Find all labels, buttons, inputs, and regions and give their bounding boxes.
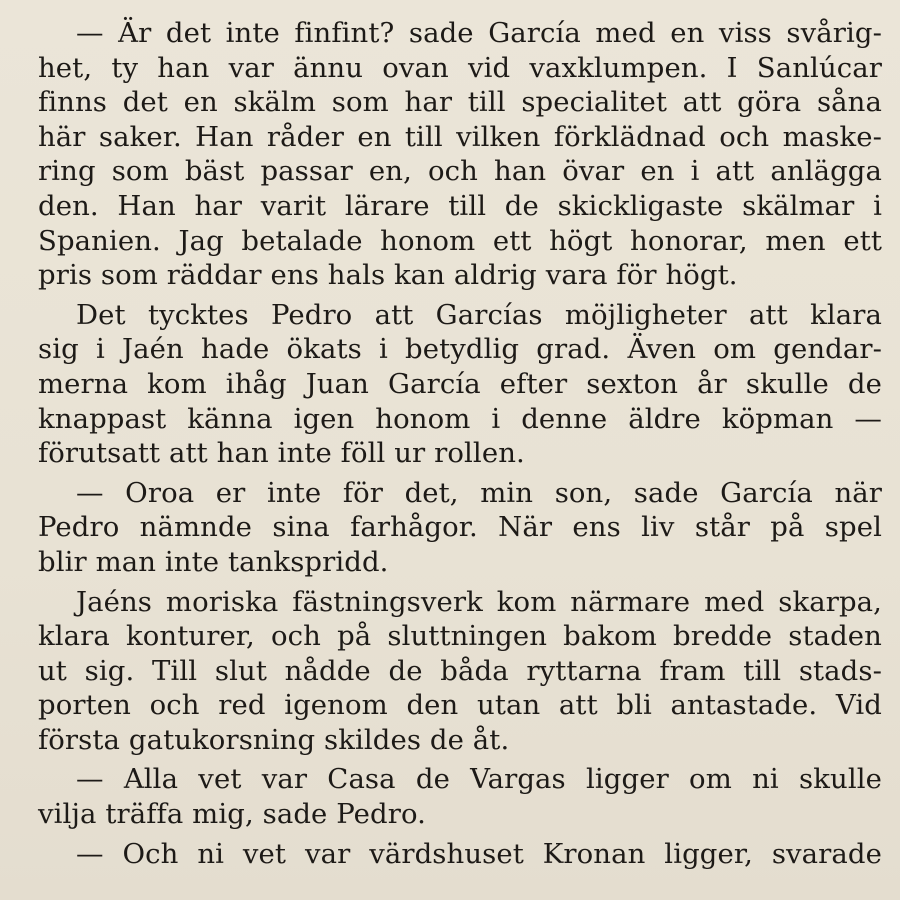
text-line: blir man inte tankspridd. [38, 545, 389, 578]
paragraph [38, 16, 882, 293]
paragraph [38, 298, 882, 471]
text-line: förutsatt att han inte föll ur rollen. [38, 437, 525, 470]
text-line: klara konturer, och på sluttningen bakom bredde staden [38, 620, 882, 653]
text-line: den. Han har varit lärare till de skickligaste skälmar i [38, 189, 882, 222]
paragraph [38, 762, 882, 831]
text-line: porten och red igenom den utan att bli antastade. Vid [38, 689, 882, 722]
text-line: Det tycktes Pedro att Garcías möjligheter att klara [76, 298, 882, 331]
text-line: — Och ni vet var värdshuset Kronan ligger, svarade [76, 837, 882, 870]
text-line: — Är det inte finfint? sade García med en viss svårig- [76, 17, 882, 49]
text-line: Spanien. Jag betalade honom ett högt honorar, men ett [38, 224, 882, 257]
text-line: merna kom ihåg Juan García efter sexton år skulle de [38, 367, 882, 400]
text-line: pris som räddar ens hals kan aldrig vara för högt. [38, 259, 738, 292]
text-line: ring som bäst passar en, och han övar en i att anlägga [38, 155, 882, 188]
text-line: Jaéns moriska fästningsverk kom närmare med skarpa, [76, 585, 882, 618]
text-line: ut sig. Till slut nådde de båda ryttarna fram till stads- [38, 654, 882, 687]
text-line: — Oroa er inte för det, min son, sade García när [76, 476, 882, 509]
text-line: sig i Jaén hade ökats i betydlig grad. Även om gendar- [38, 333, 882, 366]
text-line: knappast känna igen honom i denne äldre köpman — [38, 402, 882, 435]
text-line: het, ty han var ännu ovan vid vaxklumpen. I Sanlúcar [38, 51, 882, 84]
paragraph [38, 476, 882, 580]
paragraph [38, 837, 882, 872]
text-line: finns det en skälm som har till specialitet att göra såna [38, 86, 882, 119]
text-line: vilja träffa mig, sade Pedro. [38, 798, 426, 831]
paragraph [38, 585, 882, 758]
body-text [38, 16, 882, 871]
text-line: — Alla vet var Casa de Vargas ligger om ni skulle [76, 763, 882, 796]
text-line: första gatukorsning skildes de åt. [38, 723, 510, 756]
text-line: Pedro nämnde sina farhågor. När ens liv står på spel [38, 511, 882, 544]
text-line: här saker. Han råder en till vilken förklädnad och maske- [38, 120, 882, 153]
